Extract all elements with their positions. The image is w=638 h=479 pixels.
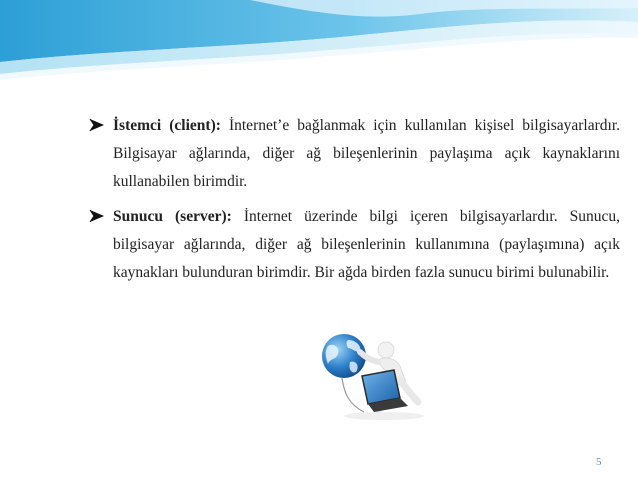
definition-client: İnternet’e bağlanmak için kullanılan kişisel bilgisayarlardır. Bilgisayar ağlarında, diğer ağ bileşenlerinin paylaşıma açık kaynaklarını kullanabilen birimdir. — [113, 117, 621, 191]
bullet-paragraph — [113, 203, 620, 288]
definition-server: İnternet üzerinde bilgi içeren bilgisayarlardır. Sunucu, bilgisayar ağlarında, diğer ağ bileşenlerinin kullanımına (paylaşımına) açık kaynakları bulunduran birimdir. Bir ağda birden fazla sunucu birimi bulunabilir. — [113, 207, 620, 282]
arrow-bullet-icon — [89, 209, 105, 223]
bullet-paragraph — [113, 112, 620, 197]
page-number: 5 — [596, 456, 602, 468]
arrow-bullet-icon — [89, 118, 105, 132]
slide-content — [88, 112, 620, 293]
person-with-globe-and-laptop-icon — [314, 330, 430, 422]
term-client: İstemci (client): — [113, 117, 221, 134]
term-server: Sunucu (server): — [113, 207, 232, 225]
header-wave-decoration — [0, 0, 638, 80]
bullet-server — [88, 203, 620, 288]
bullet-client — [88, 112, 620, 197]
